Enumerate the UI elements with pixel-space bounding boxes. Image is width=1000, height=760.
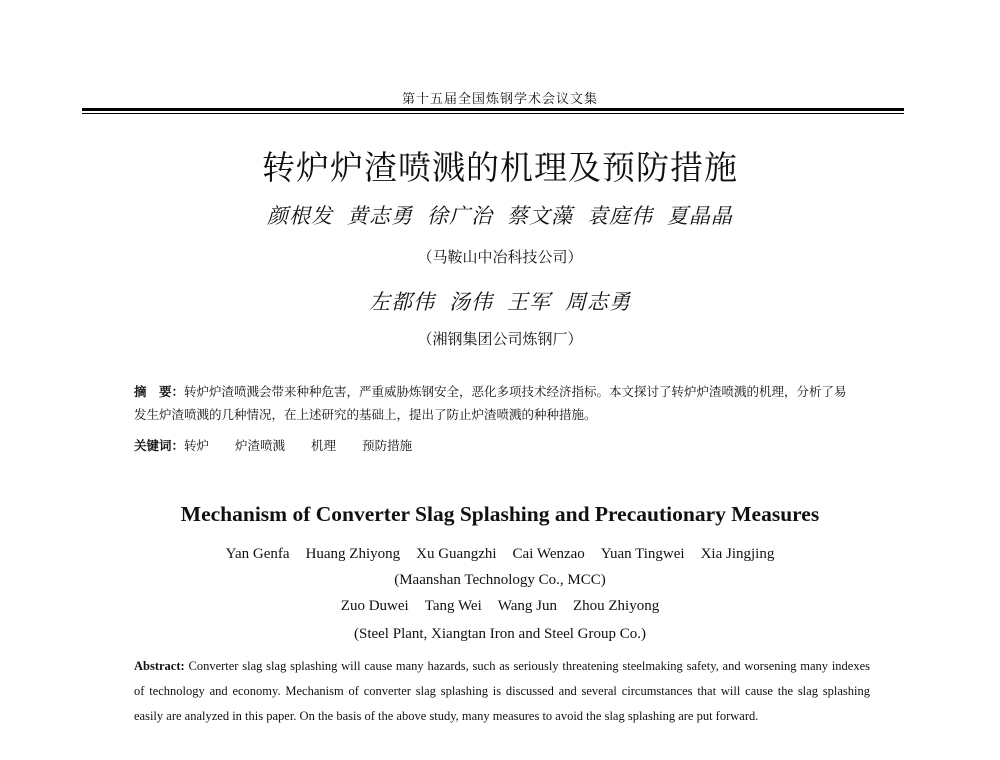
chinese-keywords (134, 436, 858, 454)
chinese-authors-group1 (0, 200, 1000, 230)
author-name: Yan Genfa (225, 546, 290, 562)
author-name: Wang Jun (497, 598, 557, 614)
keyword: 机理 (311, 438, 337, 453)
author-name: 黄志勇 (347, 204, 413, 228)
header-rule-thick (82, 108, 904, 111)
author-name: 汤伟 (449, 290, 493, 314)
author-name: Zuo Duwei (340, 598, 409, 614)
english-authors-group1 (0, 546, 1000, 563)
author-name: 蔡文藻 (507, 204, 573, 228)
author-name: 周志勇 (565, 290, 631, 314)
author-name: Xu Guangzhi (416, 546, 497, 562)
author-name: 王军 (507, 290, 551, 314)
english-title: Mechanism of Converter Slag Splashing and Precautionary Measures (180, 502, 820, 526)
chinese-affiliation1: （马鞍山中冶科技公司） (417, 248, 583, 266)
english-abstract (134, 654, 870, 729)
chinese-abstract (134, 380, 858, 426)
keyword: 炉渣喷溅 (235, 438, 286, 453)
chinese-authors-group2 (0, 286, 1000, 316)
author-name: 袁庭伟 (587, 204, 653, 228)
running-header: 第十五届全国炼钢学术会议文集 (401, 92, 598, 107)
keyword: 转炉 (184, 438, 210, 453)
author-name: Cai Wenzao (512, 546, 585, 562)
english-abstract-label: Abstract: (134, 659, 185, 673)
author-name: Zhou Zhiyong (572, 598, 660, 614)
author-name: Huang Zhiyong (305, 546, 401, 562)
author-name: 徐广治 (427, 204, 493, 228)
english-authors-group2 (0, 598, 1000, 615)
chinese-title: 转炉炉渣喷溅的机理及预防措施 (262, 148, 738, 187)
keyword: 预防措施 (362, 438, 413, 453)
author-name: 左都伟 (369, 290, 435, 314)
author-name: 颜根发 (267, 204, 333, 228)
english-affiliation2: (Steel Plant, Xiangtan Iron and Steel Group Co.) (353, 626, 647, 642)
author-name: Xia Jingjing (700, 546, 775, 562)
chinese-keywords-label: 关键词： (134, 438, 185, 453)
english-affiliation1: (Maanshan Technology Co., MCC) (394, 572, 606, 588)
chinese-abstract-text: 转炉炉渣喷溅会带来种种危害，严重威胁炼钢安全，恶化多项技术经济指标。本文探讨了转炉炉渣喷溅的机理，分析了易发生炉渣喷溅的几种情况，在上述研究的基础上，提出了防止炉渣喷溅的种种措施。 (134, 384, 847, 422)
chinese-affiliation2: （湘钢集团公司炼钢厂） (417, 330, 583, 348)
author-name: 夏晶晶 (667, 204, 733, 228)
english-abstract-text: Converter slag slag splashing will cause many hazards, such as seriously threatening steelmaking safety, and worsening many indexes of technology and economy. Mechanism of converter slag splashing is discussed and several circumstances that will cause the slag splashing easily are analyzed in this paper. On the basis of the above study, many measures to avoid the slag splashing are put forward. (134, 659, 870, 723)
header-rule-thin (82, 113, 904, 114)
author-name: Tang Wei (424, 598, 482, 614)
chinese-abstract-label: 摘 要： (134, 384, 185, 399)
author-name: Yuan Tingwei (600, 546, 685, 562)
